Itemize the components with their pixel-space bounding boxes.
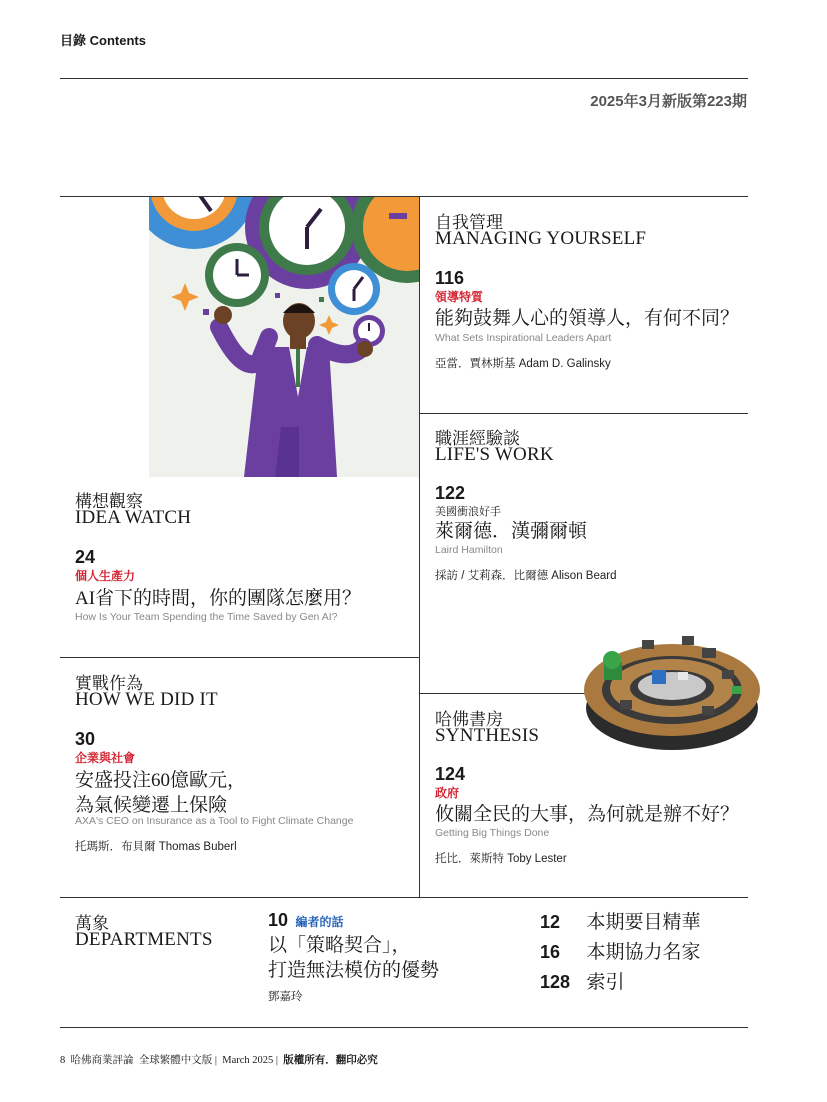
article-title-link[interactable]: 攸關全民的大事，為何就是辦不好？	[435, 804, 740, 825]
article-title-line: 以「策略契合」，	[268, 935, 411, 956]
blue-chair	[652, 670, 666, 684]
department-label: 索引	[586, 972, 625, 993]
article-category: 編者的話	[295, 915, 344, 929]
article-subtitle: AXA's CEO on Insurance as a Tool to Fight Climate Change	[75, 815, 354, 827]
department-item-12[interactable]	[540, 907, 700, 934]
article-title-line: 為氣候變遷上保險	[75, 795, 228, 816]
juggling-clocks-svg	[149, 197, 419, 477]
article-page-number: 24	[75, 547, 96, 567]
department-item-16[interactable]	[540, 937, 700, 964]
section-idea-watch-zh: 構想觀察	[75, 492, 143, 511]
grid-rule-left-1	[60, 657, 419, 658]
round-office-svg	[582, 608, 762, 756]
department-page: 16	[540, 942, 561, 962]
article-page-number: 10	[268, 910, 289, 930]
grid-rule-bottom	[60, 1027, 748, 1028]
article-author: 托比．萊斯特 Toby Lester	[435, 853, 567, 865]
article-page-number: 116	[435, 268, 465, 288]
article-author: 托瑪斯．布貝爾 Thomas Buberl	[75, 841, 237, 853]
header-rule	[60, 78, 748, 79]
article-category: 個人生產力	[75, 569, 136, 583]
department-page: 12	[540, 912, 561, 932]
section-synthesis-zh: 哈佛書房	[435, 710, 503, 729]
office-illustration	[582, 608, 762, 756]
article-category: 政府	[435, 786, 460, 800]
article-page-number: 30	[75, 729, 96, 749]
department-label: 本期協力名家	[586, 942, 701, 963]
article-subtitle: How Is Your Team Spending the Time Saved by Gen AI?	[75, 611, 338, 623]
issue-label: 2025年3月新版第223期	[590, 93, 747, 110]
section-managing-yourself-en: MANAGING YOURSELF	[435, 228, 647, 249]
section-departments-zh: 萬象	[75, 914, 109, 933]
section-lifes-work-en: LIFE'S WORK	[435, 444, 554, 465]
department-label: 本期要目精華	[586, 912, 701, 933]
section-managing-yourself-zh: 自我管理	[435, 213, 503, 232]
article-subtitle: What Sets Inspirational Leaders Apart	[435, 332, 612, 344]
article-title-link[interactable]: 能夠鼓舞人心的領導人，有何不同？	[435, 308, 740, 329]
article-author: 鄧嘉玲	[268, 991, 303, 1003]
article-title-line: 打造無法模仿的優勢	[268, 960, 440, 981]
toc-header-title: 目錄 Contents	[60, 33, 146, 48]
department-item-128[interactable]	[540, 967, 624, 994]
article-page-number: 122	[435, 483, 466, 503]
article-category: 美國衝浪好手	[435, 506, 501, 518]
grid-rule-right-2	[419, 693, 589, 694]
article-title-link[interactable]: 萊爾德．漢彌爾頓	[435, 521, 588, 542]
footer-page-number: 8	[60, 1055, 66, 1066]
footer-rights: 版權所有．翻印必究	[283, 1055, 378, 1066]
article-author: 亞當．賈林斯基 Adam D. Galinsky	[435, 358, 611, 370]
article-author: 採訪 / 艾莉森．比爾德 Alison Beard	[435, 570, 617, 582]
section-synthesis-en: SYNTHESIS	[435, 725, 540, 746]
article-subtitle: Laird Hamilton	[435, 544, 503, 556]
page-footer: 8 哈佛商業評論 全球繁體中文版 | March 2025 | 版權所有．翻印必究	[60, 1055, 378, 1066]
clocks-illustration	[149, 197, 419, 477]
article-title-line: 安盛投注60億歐元，	[75, 770, 247, 791]
section-departments-en: DEPARTMENTS	[75, 929, 213, 950]
article-title-link[interactable]	[75, 768, 246, 818]
article-title-link[interactable]: AI省下的時間，你的團隊怎麼用？	[75, 588, 362, 609]
section-idea-watch-en: IDEA WATCH	[75, 507, 192, 528]
grid-rule-right-1	[419, 413, 748, 414]
footer-edition: 全球繁體中文版	[138, 1055, 213, 1066]
section-lifes-work-zh: 職涯經驗談	[435, 429, 520, 448]
section-how-we-did-it-zh: 實戰作為	[75, 674, 143, 693]
article-subtitle: Getting Big Things Done	[435, 827, 550, 839]
footer-date: March 2025	[222, 1055, 274, 1066]
department-page: 128	[540, 972, 571, 992]
article-category: 領導特質	[435, 290, 484, 304]
footer-magazine: 哈佛商業評論	[70, 1055, 134, 1066]
grid-rule-departments	[60, 897, 748, 898]
section-how-we-did-it-en: HOW WE DID IT	[75, 689, 218, 710]
editor-note-title-link[interactable]	[268, 933, 439, 983]
article-page-number: 124	[435, 764, 466, 784]
article-category: 企業與社會	[75, 751, 136, 765]
editor-note-header	[268, 910, 344, 931]
grid-rule-vertical	[419, 196, 420, 898]
